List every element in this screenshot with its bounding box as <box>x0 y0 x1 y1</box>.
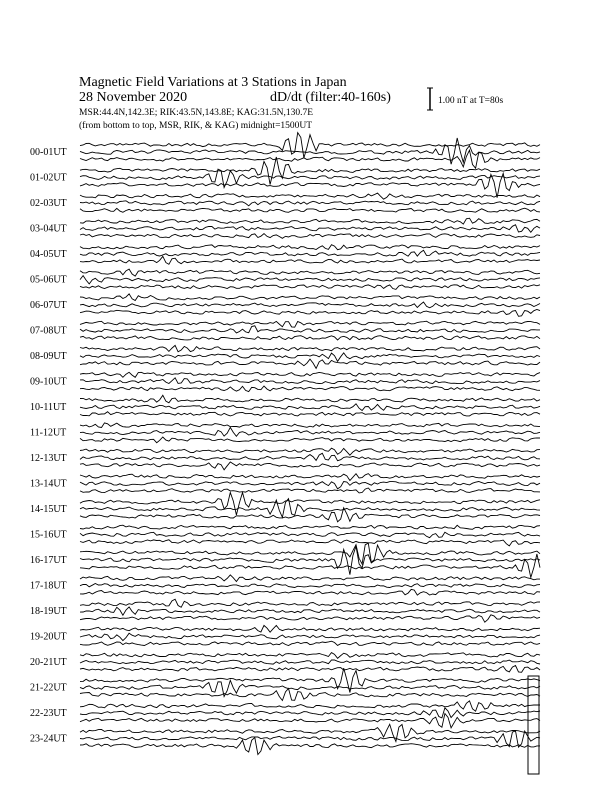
hour-label: 02-03UT <box>30 198 67 209</box>
trace-rik-10-11UT <box>80 404 540 411</box>
trace-kag-21-22UT <box>80 668 540 692</box>
trace-kag-19-20UT <box>80 625 540 632</box>
hour-label: 07-08UT <box>30 325 67 337</box>
hour-label: 23-24UT <box>30 733 67 745</box>
trace-msr-20-21UT <box>80 666 540 673</box>
trace-msr-06-07UT <box>80 310 540 317</box>
trace-rik-03-04UT <box>80 225 540 233</box>
trace-msr-13-14UT <box>80 488 540 493</box>
hour-label: 22-23UT <box>30 708 67 719</box>
trace-kag-01-02UT <box>80 157 540 185</box>
trace-msr-16-17UT <box>80 554 540 578</box>
hour-label: 10-11UT <box>30 402 67 413</box>
hour-label: 19-20UT <box>30 631 67 643</box>
trace-rik-09-10UT <box>80 378 540 384</box>
trace-rik-13-14UT <box>80 482 540 489</box>
date-label: 28 November 2020 <box>79 90 188 105</box>
quantity-label: dD/dt (filter:40-160s) <box>270 90 391 105</box>
trace-msr-22-23UT <box>80 714 540 728</box>
trace-rik-19-20UT <box>80 633 540 640</box>
trace-rik-20-21UT <box>80 660 540 664</box>
trace-kag-06-07UT <box>80 294 540 301</box>
trace-kag-16-17UT <box>80 543 540 564</box>
trace-rik-18-19UT <box>80 607 540 615</box>
scale-label: 1.00 nT at T=80s <box>438 96 504 106</box>
hour-label: 06-07UT <box>30 300 67 311</box>
chart-title: Magnetic Field Variations at 3 Stations in Japan <box>79 75 347 90</box>
hour-label: 04-05UT <box>30 249 67 260</box>
trace-kag-22-23UT <box>80 701 540 711</box>
trace-kag-07-08UT <box>80 321 540 327</box>
hour-labels <box>30 147 67 745</box>
trace-kag-20-21UT <box>80 653 540 659</box>
hour-label: 15-16UT <box>30 529 67 541</box>
trace-kag-17-18UT <box>80 575 540 582</box>
hour-label: 13-14UT <box>30 478 67 490</box>
trace-kag-10-11UT <box>80 395 540 403</box>
trace-msr-15-16UT <box>80 540 540 546</box>
trace-msr-10-11UT <box>80 412 540 416</box>
hour-label: 00-01UT <box>30 147 67 158</box>
trace-rik-08-09UT <box>80 353 540 362</box>
trace-msr-21-22UT <box>80 688 540 700</box>
trace-kag-11-12UT <box>80 423 540 428</box>
trace-msr-03-04UT <box>80 234 540 239</box>
trace-msr-05-06UT <box>80 285 540 290</box>
trace-msr-07-08UT <box>80 336 540 340</box>
trace-msr-01-02UT <box>80 173 540 197</box>
hour-label: 21-22UT <box>30 682 67 694</box>
trace-msr-08-09UT <box>80 359 540 368</box>
trace-kag-18-19UT <box>80 599 540 607</box>
trace-rik-00-01UT <box>80 138 540 164</box>
trace-rik-12-13UT <box>80 453 540 460</box>
trace-kag-02-03UT <box>80 193 540 199</box>
hour-label: 18-19UT <box>30 606 67 617</box>
hour-label: 11-12UT <box>30 427 67 439</box>
trace-msr-18-19UT <box>80 615 540 622</box>
trace-msr-04-05UT <box>80 256 540 264</box>
trace-kag-00-01UT <box>80 133 540 158</box>
hour-label: 09-10UT <box>30 376 67 388</box>
hour-label: 14-15UT <box>30 504 67 515</box>
hour-label: 03-04UT <box>30 223 67 235</box>
trace-kag-14-15UT <box>80 493 540 516</box>
hour-label: 12-13UT <box>30 453 67 464</box>
end-marker-box <box>528 676 539 774</box>
traces <box>80 133 540 755</box>
trace-rik-05-06UT <box>80 276 540 284</box>
trace-rik-06-07UT <box>80 302 540 308</box>
trace-kag-13-14UT <box>80 474 540 481</box>
trace-msr-19-20UT <box>80 641 540 645</box>
trace-rik-07-08UT <box>80 326 540 333</box>
trace-msr-11-12UT <box>80 437 540 443</box>
trace-rik-16-17UT <box>80 546 540 575</box>
trace-rik-02-03UT <box>80 201 540 206</box>
trace-msr-09-10UT <box>80 386 540 392</box>
trace-kag-04-05UT <box>80 245 540 250</box>
hour-label: 20-21UT <box>30 657 67 668</box>
trace-msr-02-03UT <box>80 208 540 212</box>
trace-rik-11-12UT <box>80 427 540 436</box>
scale-bar <box>427 88 503 110</box>
stations-label: MSR:44.4N,142.3E; RIK:43.5N,143.8E; KAG:31.5N,130.7E <box>79 108 314 118</box>
order-label: (from bottom to top, MSR, RIK, & KAG) midnight=1500UT <box>79 121 313 131</box>
trace-msr-23-24UT <box>80 738 540 755</box>
trace-msr-12-13UT <box>80 462 540 470</box>
trace-msr-17-18UT <box>80 589 540 595</box>
hour-label: 17-18UT <box>30 580 67 592</box>
trace-rik-15-16UT <box>80 532 540 538</box>
trace-kag-09-10UT <box>80 372 540 377</box>
hour-label: 08-09UT <box>30 351 67 362</box>
trace-rik-22-23UT <box>80 708 540 718</box>
trace-kag-15-16UT <box>80 525 540 529</box>
trace-kag-03-04UT <box>80 218 540 224</box>
trace-kag-08-09UT <box>80 345 540 351</box>
trace-rik-17-18UT <box>80 584 540 588</box>
trace-kag-05-06UT <box>80 269 540 276</box>
trace-rik-04-05UT <box>80 250 540 256</box>
hour-label: 05-06UT <box>30 274 67 286</box>
hour-label: 16-17UT <box>30 555 67 566</box>
hour-label: 01-02UT <box>30 172 67 184</box>
